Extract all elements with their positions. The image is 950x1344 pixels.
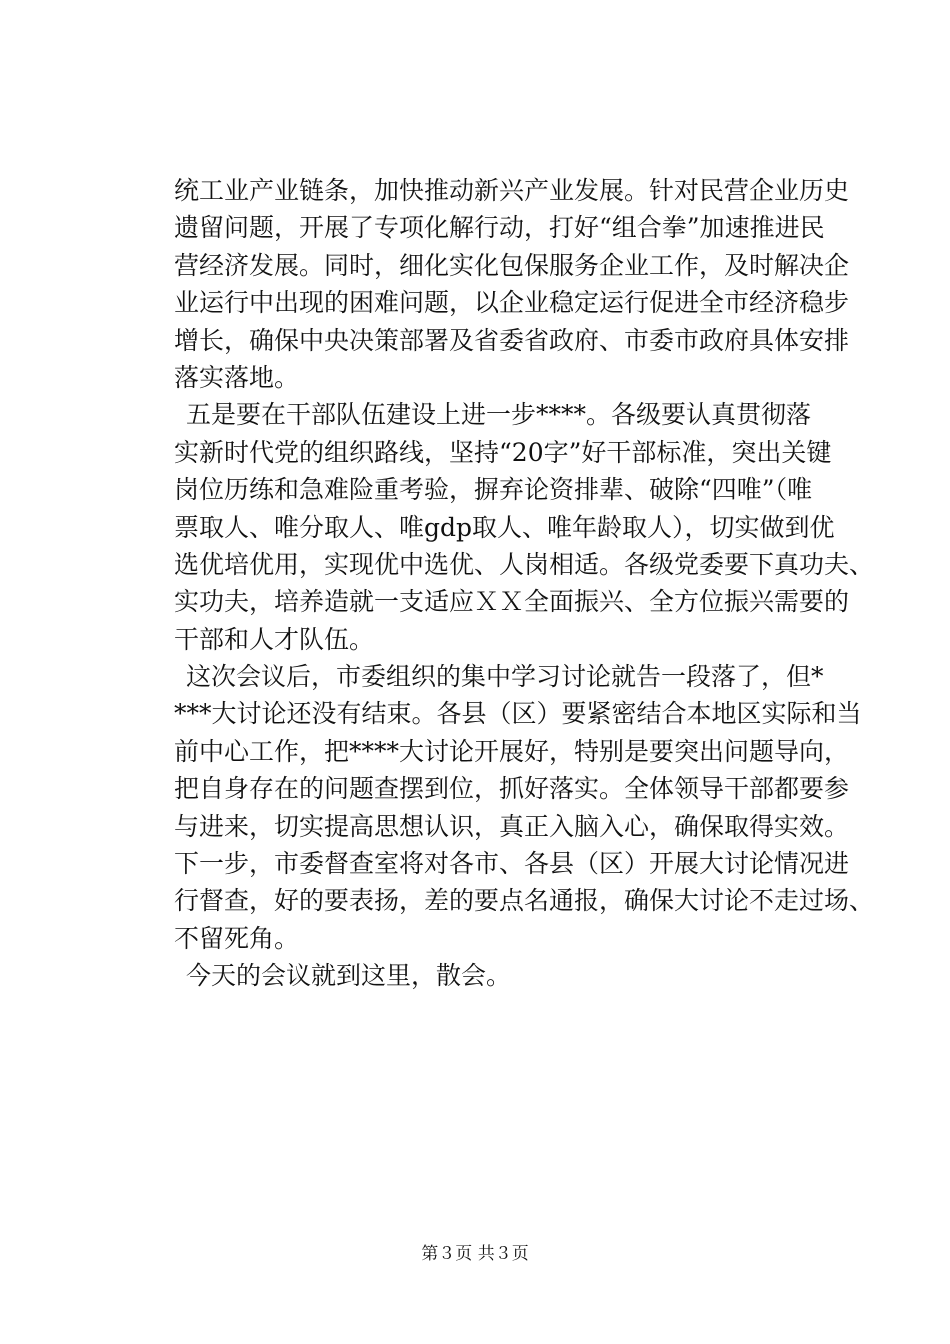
paragraph-start-line: 今天的会议就到这里，散会。 — [186, 961, 512, 991]
paragraph-start-line: 五是要在干部队伍建设上进一步****。各级要认真贯彻落 — [186, 400, 812, 430]
text-line: 行督查，好的要表扬，差的要点名通报，确保大讨论不走过场、 — [174, 886, 875, 916]
document-body — [174, 172, 875, 995]
text-line: 业运行中出现的困难问题，以企业稳定运行促进全市经济稳步 — [174, 288, 850, 318]
text-line: ***大讨论还没有结束。各县（区）要紧密结合本地区实际和当 — [174, 699, 862, 729]
text-line: 干部和人才队伍。 — [174, 624, 375, 654]
text-line: 统工业产业链条，加快推动新兴产业发展。针对民营企业历史 — [174, 176, 850, 205]
text-line: 选优培优用，实现优中选优、人岗相适。各级党委要下真功夫、 — [174, 549, 875, 579]
text-line: 增长，确保中央决策部署及省委省政府、市委市政府具体安排 — [174, 325, 850, 355]
page-number-footer: 第３页 共３页 — [421, 1244, 529, 1264]
text-line: 实新时代党的组织路线，坚持“20字”好干部标准，突出关键 — [174, 437, 832, 467]
text-line: 岗位历练和急难险重考验，摒弃论资排辈、破除“四唯”（唯 — [174, 475, 813, 505]
text-line: 与进来，切实提高思想认识，真正入脑入心，确保取得实效。 — [174, 811, 850, 841]
text-line: 下一步，市委督查室将对各市、各县（区）开展大讨论情况进 — [174, 849, 850, 879]
text-line: 把自身存在的问题查摆到位，抓好落实。全体领导干部都要参 — [174, 774, 850, 804]
text-line: 落实落地。 — [174, 362, 300, 392]
text-line: 遗留问题，开展了专项化解行动，打好“组合拳”加速推进民 — [174, 213, 825, 243]
text-line: 票取人、唯分取人、唯gdp取人、唯年龄取人），切实做到优 — [174, 512, 835, 542]
text-line: 前中心工作，把****大讨论开展好，特别是要突出问题导向， — [174, 736, 850, 766]
paragraph-start-line: 这次会议后，市委组织的集中学习讨论就告一段落了，但* — [186, 662, 824, 692]
text-line: 实功夫，培养造就一支适应ＸＸ全面振兴、全方位振兴需要的 — [174, 587, 850, 617]
text-line: 营经济发展。同时，细化实化包保服务企业工作，及时解决企 — [174, 250, 850, 280]
text-line: 不留死角。 — [174, 923, 300, 953]
